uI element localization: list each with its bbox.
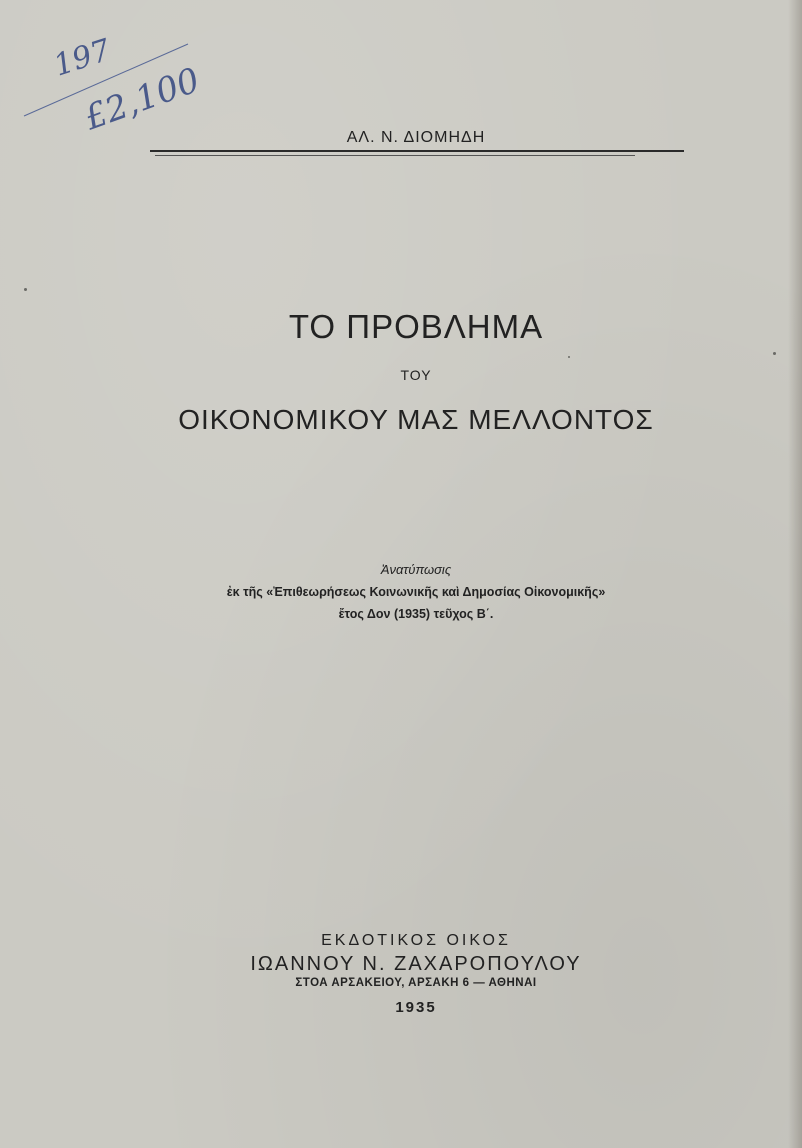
divider-rule (150, 150, 684, 152)
handwritten-number: 197 (49, 32, 115, 84)
handwritten-price: £2,100 (79, 60, 205, 139)
paper-speck (24, 288, 27, 291)
publisher-label: ΕΚΔΟΤΙΚΟΣ ΟΙΚΟΣ (321, 932, 511, 949)
reprint-source: ἐκ τῆς «Ἐπιθεωρήσεως Κοινωνικῆς καὶ Δημοσίας Οἰκονομικῆς» (226, 585, 606, 599)
publication-year: 1935 (395, 999, 437, 1016)
paper-speck (773, 352, 776, 355)
paper-speck (568, 356, 570, 358)
author-name: ΑΛ. Ν. ΔΙΟΜΗΔΗ (346, 129, 486, 146)
reprint-issue: ἔτος Δον (1935) τεῦχος Β΄. (338, 607, 494, 621)
title-connector: ΤΟΥ (400, 367, 432, 383)
publisher-name: ΙΩΑΝΝΟΥ Ν. ΖΑΧΑΡΟΠΟΥΛΟΥ (250, 953, 582, 975)
book-subtitle: ΟΙΚΟΝΟΜΙΚΟΥ ΜΑΣ ΜΕΛΛΟΝΤΟΣ (178, 404, 654, 435)
book-title: ΤΟ ΠΡΟΒΛΗΜΑ (288, 308, 544, 345)
publisher-address: ΣΤΟΑ ΑΡΣΑΚΕΙΟΥ, ΑΡΣΑΚΗ 6 — ΑΘΗΝΑΙ (295, 977, 537, 989)
divider-rule-thin (155, 155, 635, 156)
reprint-label: Ἀνατύπωσις (380, 562, 452, 577)
